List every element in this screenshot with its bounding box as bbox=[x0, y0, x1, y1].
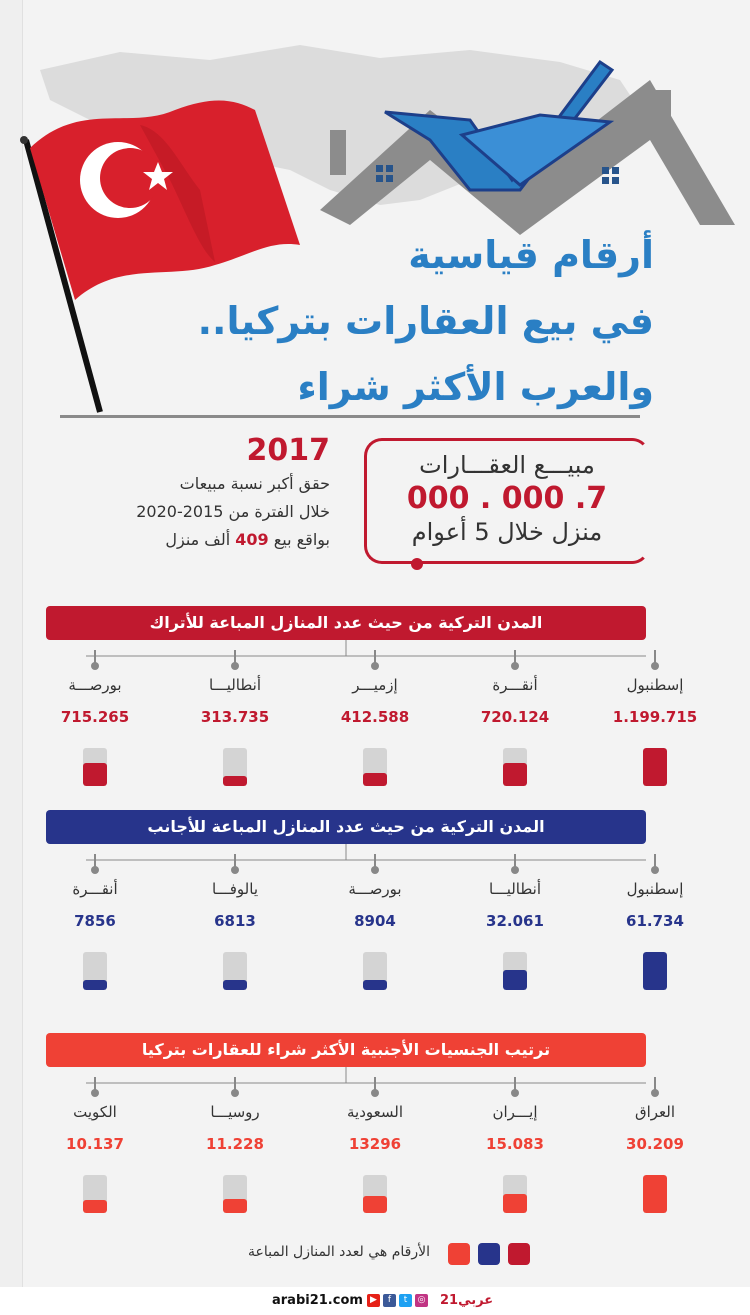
category-label: أنطاليـــا bbox=[208, 676, 262, 694]
bar bbox=[503, 1194, 527, 1213]
bar-tick-knob bbox=[651, 662, 659, 670]
sales-box-label: مبيـــع العقـــارات bbox=[419, 451, 595, 479]
bar bbox=[643, 748, 667, 786]
bar-item bbox=[185, 856, 285, 930]
bar bbox=[83, 1200, 107, 1213]
bar-track bbox=[643, 748, 667, 786]
value-label: 313.735 bbox=[200, 708, 270, 726]
bar-item bbox=[465, 652, 565, 726]
facebook-icon[interactable]: f bbox=[383, 1294, 396, 1307]
bar-track bbox=[363, 1175, 387, 1213]
bar-item bbox=[45, 652, 145, 726]
category-label: روسيـــا bbox=[210, 1103, 260, 1121]
title-divider bbox=[60, 415, 640, 418]
value-label: 715.265 bbox=[60, 708, 130, 726]
value-label: 32.061 bbox=[486, 912, 544, 930]
bar-track bbox=[643, 1175, 667, 1213]
category-label: إزميـــر bbox=[352, 676, 398, 694]
category-label: إسطنبول bbox=[626, 880, 684, 898]
bar-track bbox=[503, 952, 527, 990]
bar-tick-knob bbox=[371, 1089, 379, 1097]
bar bbox=[83, 980, 107, 990]
bar-track bbox=[363, 952, 387, 990]
category-label: بورصـــة bbox=[68, 676, 122, 694]
bar-item bbox=[185, 1079, 285, 1153]
summary-line-3-post: ألف منزل bbox=[165, 530, 231, 549]
bar-track bbox=[363, 748, 387, 786]
bar-tick-knob bbox=[511, 866, 519, 874]
category-label: أنقـــرة bbox=[72, 880, 118, 898]
summary-line-3 bbox=[80, 526, 330, 554]
legend-text: الأرقام هي لعدد المنازل المباعة bbox=[248, 1244, 430, 1260]
twitter-icon[interactable]: t bbox=[399, 1294, 412, 1307]
bar-item bbox=[45, 1079, 145, 1153]
sales-box-value: 7. 000 . 000 bbox=[406, 481, 608, 516]
instagram-icon[interactable]: ◎ bbox=[415, 1294, 428, 1307]
footer bbox=[0, 1287, 750, 1315]
category-label: السعودية bbox=[346, 1103, 403, 1121]
bar bbox=[643, 952, 667, 990]
bar bbox=[643, 1175, 667, 1213]
bar-item bbox=[465, 856, 565, 930]
bar-item bbox=[325, 1079, 425, 1153]
bar-item bbox=[325, 856, 425, 930]
category-label: الكويت bbox=[73, 1103, 117, 1121]
summary-2017 bbox=[80, 432, 330, 554]
value-label: 1.199.715 bbox=[612, 708, 698, 726]
legend-swatch-red bbox=[508, 1243, 530, 1265]
bar-track bbox=[223, 1175, 247, 1213]
summary-line-2: خلال الفترة من 2015-2020 bbox=[136, 502, 330, 521]
category-label: أنقـــرة bbox=[492, 676, 538, 694]
footer-url[interactable]: arabi21.com bbox=[272, 1293, 363, 1308]
sales-box-sub: منزل خلال 5 أعوام bbox=[411, 518, 603, 546]
bar-item bbox=[605, 652, 705, 726]
footer-brand-logo: عربي21 bbox=[440, 1293, 494, 1308]
bar-track bbox=[223, 952, 247, 990]
bar-track bbox=[503, 748, 527, 786]
title-line-2: في بيع العقارات بتركيا.. bbox=[197, 299, 654, 343]
main-title bbox=[198, 222, 654, 420]
value-label: 13296 bbox=[348, 1135, 402, 1153]
bar-track bbox=[503, 1175, 527, 1213]
category-label: إيـــران bbox=[492, 1103, 538, 1121]
bar-track bbox=[83, 952, 107, 990]
category-label: أنطاليـــا bbox=[488, 880, 542, 898]
bar-tick-knob bbox=[231, 662, 239, 670]
value-label: 10.137 bbox=[66, 1135, 124, 1153]
bar bbox=[363, 1196, 387, 1213]
bar-track bbox=[83, 1175, 107, 1213]
bar-tick-knob bbox=[91, 1089, 99, 1097]
bar-tick-knob bbox=[231, 1089, 239, 1097]
value-label: 61.734 bbox=[626, 912, 684, 930]
chimney-left bbox=[330, 130, 346, 175]
value-label: 11.228 bbox=[206, 1135, 264, 1153]
bar bbox=[223, 980, 247, 990]
bar-tick-knob bbox=[371, 662, 379, 670]
bar-track bbox=[643, 952, 667, 990]
bar-item bbox=[465, 1079, 565, 1153]
bar bbox=[83, 763, 107, 786]
legend-swatch-blue bbox=[478, 1243, 500, 1265]
section-title: ترتيب الجنسيات الأجنبية الأكثر شراء للعقارات بتركيا bbox=[46, 1033, 646, 1067]
section-title: المدن التركية من حيث عدد المنازل المباعة للأجانب bbox=[46, 810, 646, 844]
youtube-icon[interactable]: ▶ bbox=[367, 1294, 380, 1307]
bar-tick-knob bbox=[651, 866, 659, 874]
bar bbox=[223, 776, 247, 786]
bar bbox=[363, 773, 387, 786]
title-line-3: والعرب الأكثر شراء bbox=[297, 365, 654, 409]
bar-item bbox=[45, 856, 145, 930]
value-label: 6813 bbox=[214, 912, 256, 930]
bar-item bbox=[325, 652, 425, 726]
sales-box bbox=[364, 438, 650, 564]
section-title: المدن التركية من حيث عدد المنازل المباعة للأتراك bbox=[46, 606, 646, 640]
value-label: 30.209 bbox=[626, 1135, 684, 1153]
summary-line-3-num: 409 bbox=[235, 530, 269, 549]
bar-tick-knob bbox=[651, 1089, 659, 1097]
bar-tick-knob bbox=[511, 1089, 519, 1097]
sales-box-dot bbox=[411, 558, 423, 570]
bar-item bbox=[605, 1079, 705, 1153]
bar-track bbox=[223, 748, 247, 786]
value-label: 720.124 bbox=[480, 708, 550, 726]
bar-tick-knob bbox=[91, 662, 99, 670]
bar-track bbox=[83, 748, 107, 786]
summary-year: 2017 bbox=[246, 433, 330, 468]
bar-tick-knob bbox=[371, 866, 379, 874]
bar bbox=[503, 970, 527, 990]
bar bbox=[363, 980, 387, 990]
window-right bbox=[602, 167, 619, 184]
legend bbox=[200, 1240, 530, 1268]
chimney-right bbox=[655, 90, 671, 130]
bar bbox=[503, 763, 527, 786]
category-label: العراق bbox=[634, 1103, 676, 1121]
category-label: إسطنبول bbox=[626, 676, 684, 694]
summary-line-3-pre: بواقع بيع bbox=[273, 530, 330, 549]
value-label: 7856 bbox=[74, 912, 116, 930]
bar-tick-knob bbox=[91, 866, 99, 874]
legend-swatch-orange bbox=[448, 1243, 470, 1265]
value-label: 412.588 bbox=[340, 708, 410, 726]
summary-line-1: حقق أكبر نسبة مبيعات bbox=[179, 474, 330, 493]
value-label: 8904 bbox=[354, 912, 396, 930]
bar bbox=[223, 1199, 247, 1213]
category-label: بورصـــة bbox=[348, 880, 402, 898]
bar-tick-knob bbox=[511, 662, 519, 670]
title-line-1: أرقام قياسية bbox=[408, 233, 654, 277]
bar-item bbox=[605, 856, 705, 930]
category-label: يالوفـــا bbox=[212, 880, 258, 898]
bar-item bbox=[185, 652, 285, 726]
bar-tick-knob bbox=[231, 866, 239, 874]
value-label: 15.083 bbox=[486, 1135, 544, 1153]
